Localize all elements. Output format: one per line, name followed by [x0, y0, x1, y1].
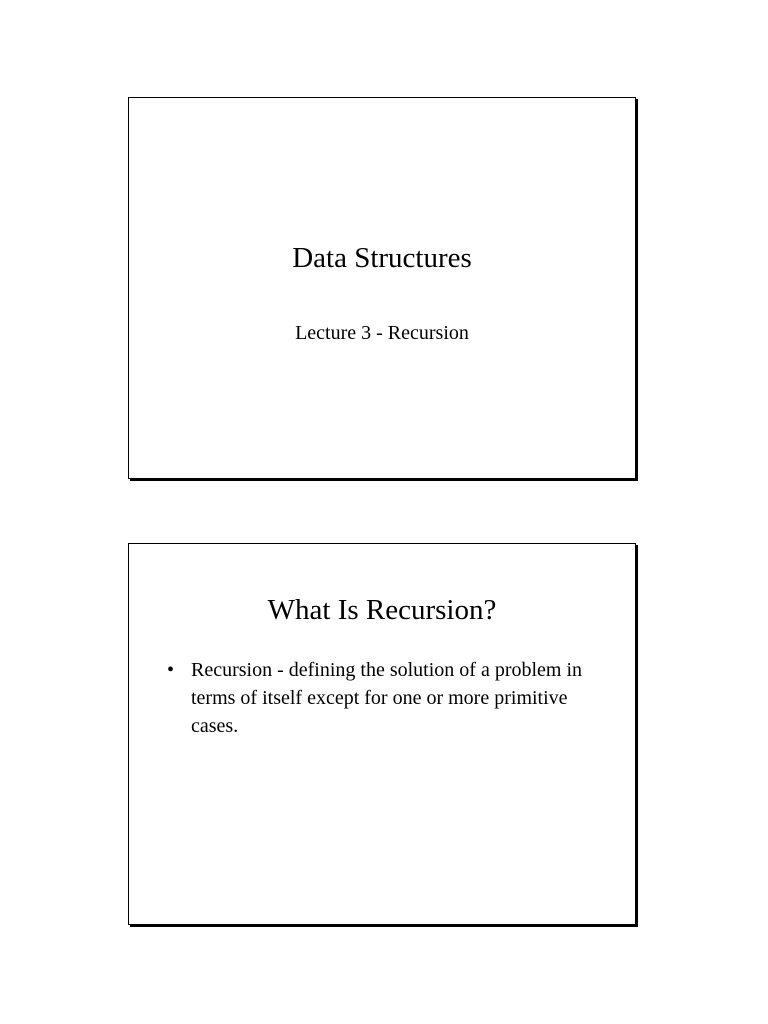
- bullet-marker: •: [167, 659, 175, 681]
- slide-what-is-recursion: [128, 543, 636, 925]
- slide-title: Data Structures: [292, 242, 472, 274]
- bullet-item: [167, 656, 587, 740]
- slide-title: What Is Recursion?: [267, 594, 497, 626]
- slide-subtitle: Lecture 3 - Recursion: [295, 322, 469, 344]
- bullet-list: [167, 656, 587, 740]
- bullet-text: Recursion - defining the solution of a problem in terms of itself except for one or more primitive cases.: [191, 659, 583, 737]
- slide-title-lecture: [128, 97, 636, 479]
